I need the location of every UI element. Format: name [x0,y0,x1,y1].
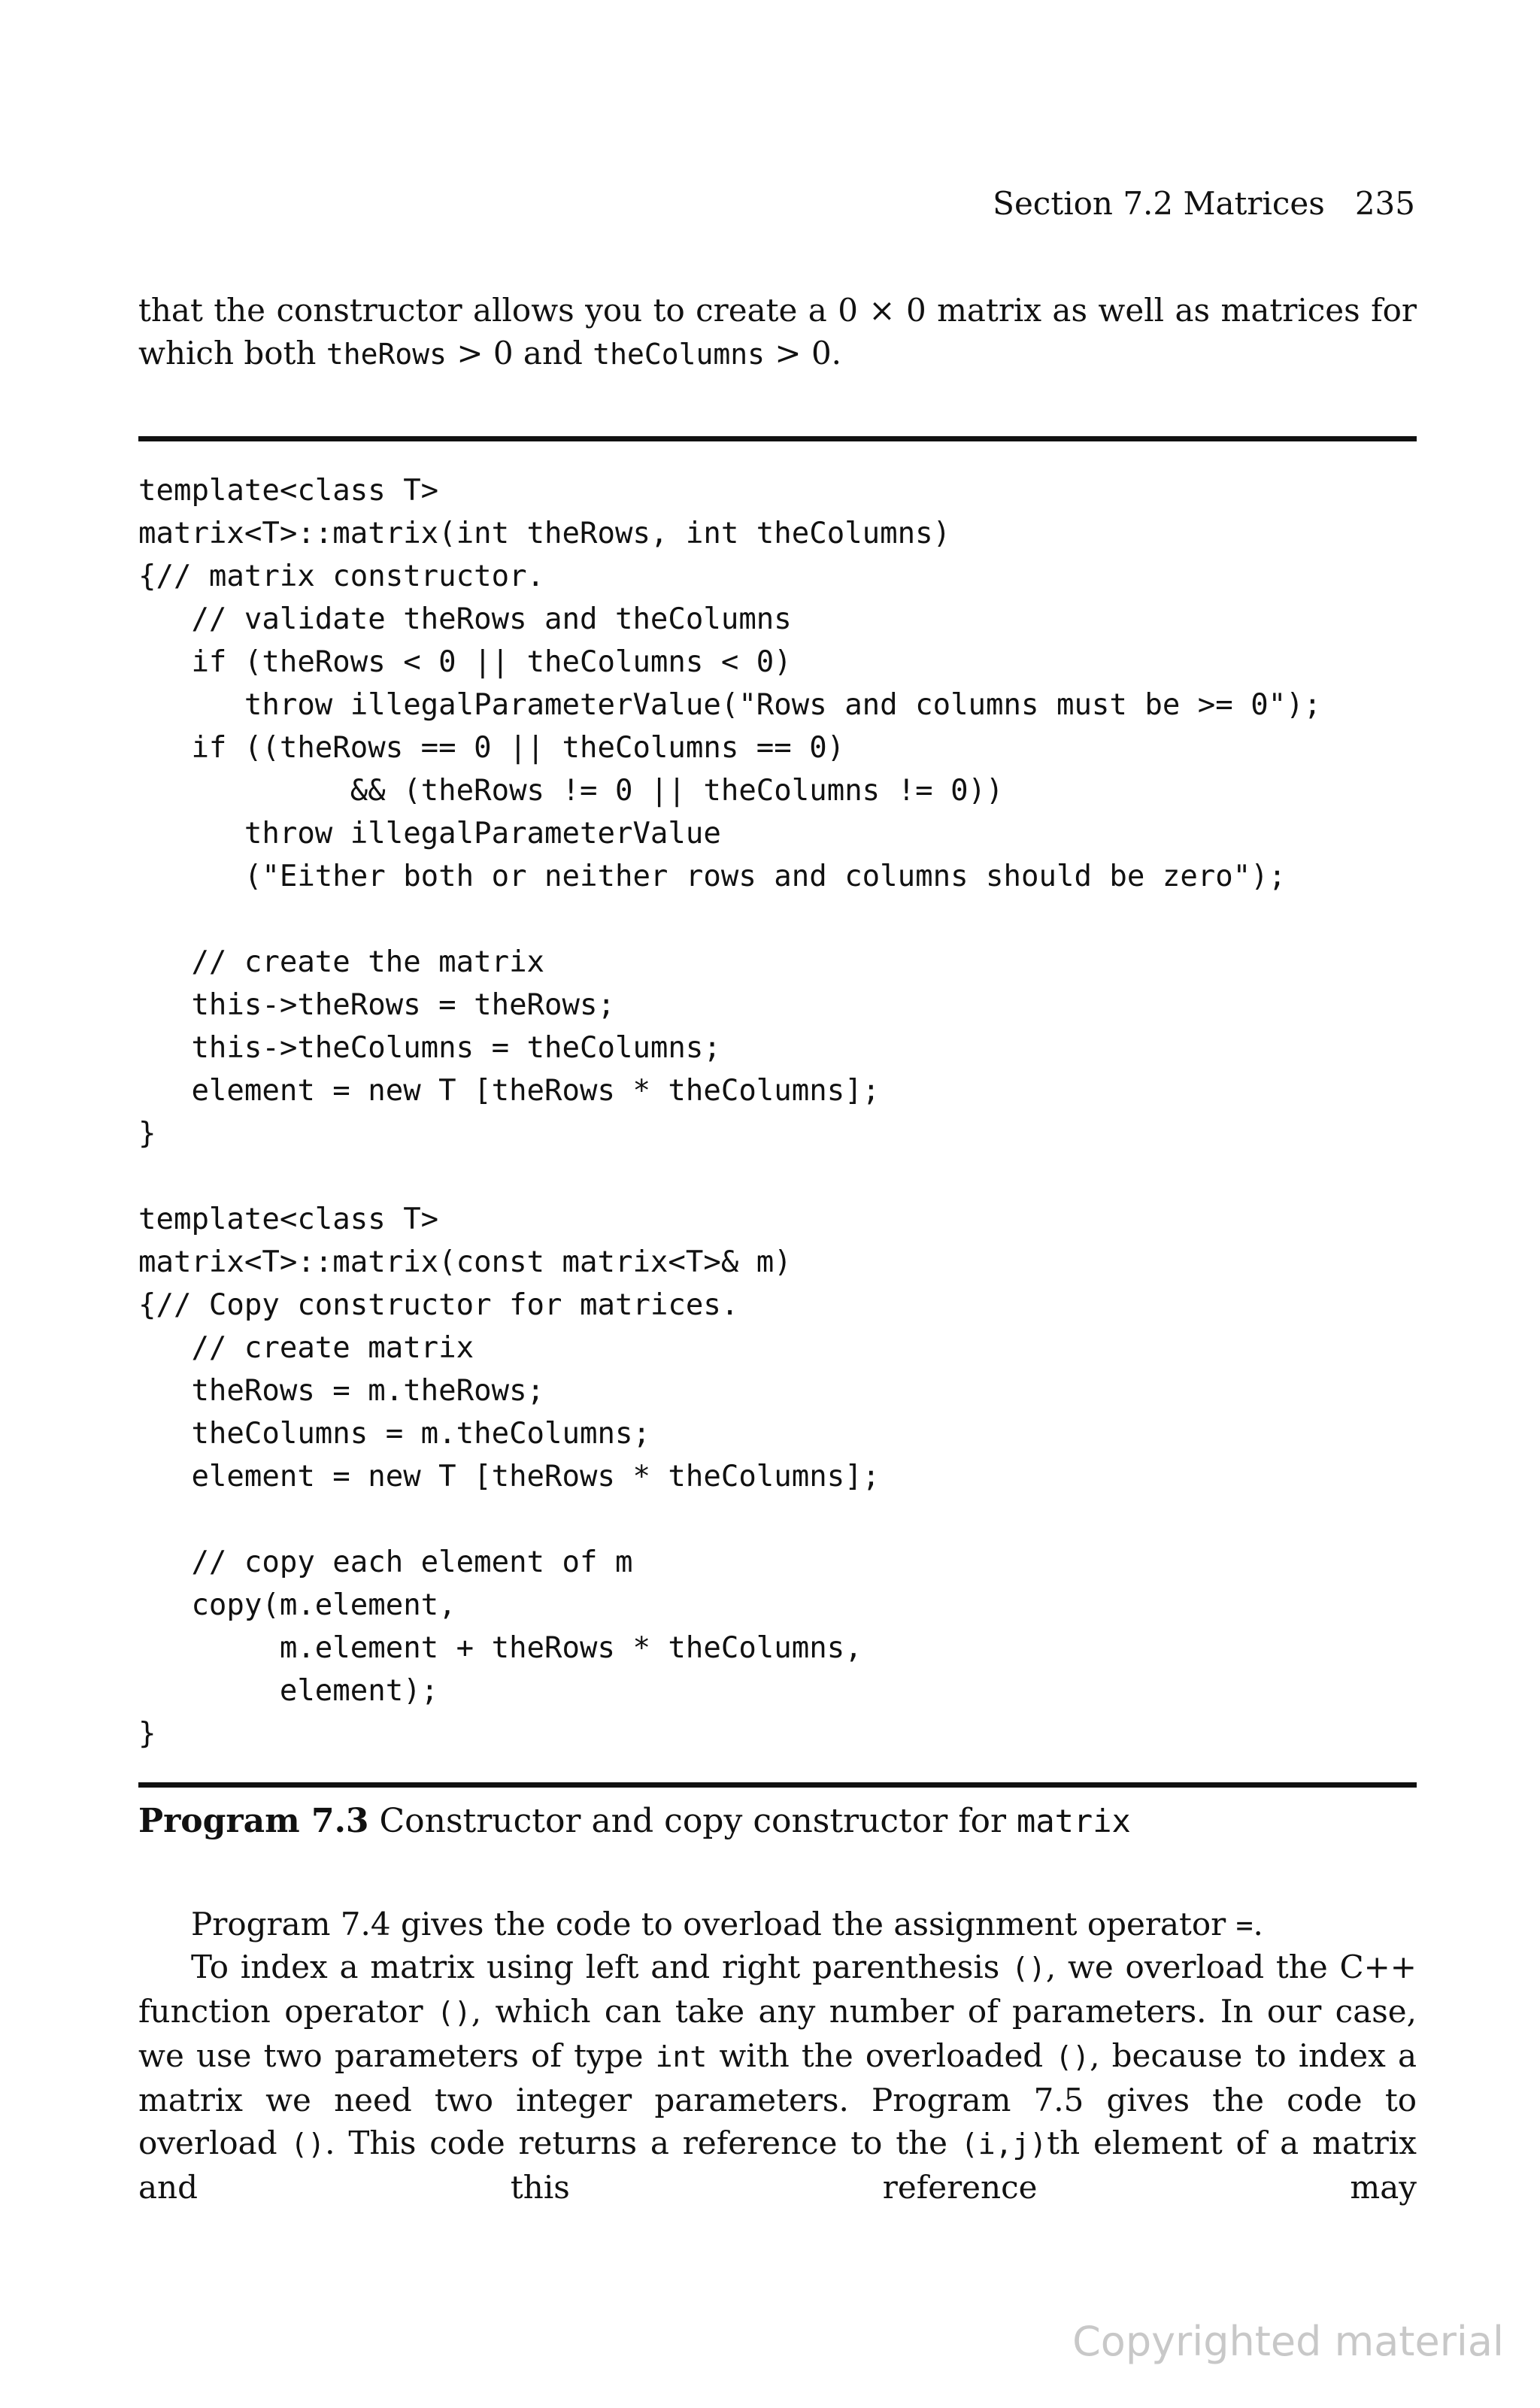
text-run: , because to index a matrix we need two integer parameters. Program 7.5 gives the code to overload [138,2037,1417,2161]
page-number: 235 [1354,185,1415,222]
code-line: {// matrix constructor. [138,560,545,593]
code-line [138,1498,1321,1541]
text-run: with the overloaded [707,2037,1056,2074]
code-run: () [1055,2040,1090,2073]
code-line: matrix<T>::matrix(const matrix<T>& m) [138,1245,792,1279]
text-run: > 0 and [446,335,593,372]
caption-code: matrix [1017,1803,1131,1839]
text-run: . This code returns a reference to the [325,2124,961,2161]
code-line [138,898,1321,941]
caption-label: Program 7.3 [138,1802,369,1840]
paragraph-text [138,1903,1417,1947]
copyright-watermark: Copyrighted material [1072,2318,1504,2365]
code-line [138,1155,1321,1198]
text-run: To index a matrix using left and right parenthesis [191,1949,1012,1985]
program-code-block [138,469,1321,1755]
code-line: element = new T [theRows * theColumns]; [138,1074,881,1108]
text-run: Program 7.4 gives the code to overload the assignment operator [191,1906,1236,1942]
code-line: throw illegalParameterValue("Rows and columns must be >= 0"); [138,688,1322,722]
code-run: int [655,2040,708,2073]
code-line: element = new T [theRows * theColumns]; [138,1460,881,1494]
code-line: if (theRows < 0 || theColumns < 0) [138,645,792,679]
code-line: m.element + theRows * theColumns, [138,1631,862,1665]
code-line: template<class T> [138,1202,439,1236]
code-run: () [290,2127,326,2161]
code-run: (i,j) [960,2127,1047,2161]
code-line: matrix<T>::matrix(int theRows, int theColumns) [138,517,951,550]
code-line: copy(m.element, [138,1588,456,1622]
intro-text [138,289,1417,376]
code-line: // validate theRows and theColumns [138,602,792,636]
body-paragraph-2 [138,1946,1417,2209]
text-run: th element of a matrix and this reference may [138,2124,1417,2206]
text-run: that the constructor allows you to create a 0 × 0 matrix as well as matrices for which both [138,292,1417,372]
text-run: , we overload the C++ function operator [138,1949,1417,2030]
caption-text: Constructor and copy constructor for [368,1802,1017,1840]
code-line: } [138,1117,156,1151]
program-top-rule [138,436,1417,441]
code-line: } [138,1717,156,1751]
intro-paragraph [138,289,1417,376]
code-line: {// Copy constructor for matrices. [138,1288,739,1322]
paragraph-text [138,1946,1417,2209]
code-line: ("Either both or neither rows and columns should be zero"); [138,860,1287,893]
running-head [993,185,1415,222]
text-run: . [1253,1906,1263,1942]
body-paragraph-1 [138,1903,1417,1947]
code-line: throw illegalParameterValue [138,817,721,851]
code-line: template<class T> [138,474,439,508]
code-line: theRows = m.theRows; [138,1374,545,1408]
code-line: this->theRows = theRows; [138,988,615,1022]
text-run: , which can take any number of parameters. In our case, we use two parameters of type [138,1993,1417,2074]
code-line: // create the matrix [138,945,545,979]
code-line: if ((theRows == 0 || theColumns == 0) [138,731,845,765]
code-run: theRows [326,338,447,371]
code-run: () [436,1996,471,2029]
program-caption [138,1802,1131,1840]
code-run: () [1011,1952,1046,1985]
text-run: > 0. [765,335,842,372]
code-line: // copy each element of m [138,1545,633,1579]
code-run: = [1235,1909,1254,1942]
running-title: Section 7.2 Matrices [993,185,1325,222]
program-bottom-rule [138,1782,1417,1788]
code-line: && (theRows != 0 || theColumns != 0)) [138,774,1004,808]
code-run: theColumns [593,338,765,371]
code-line: this->theColumns = theColumns; [138,1031,721,1065]
code-line: // create matrix [138,1331,474,1365]
code-line: theColumns = m.theColumns; [138,1417,650,1451]
code-line: element); [138,1674,439,1708]
